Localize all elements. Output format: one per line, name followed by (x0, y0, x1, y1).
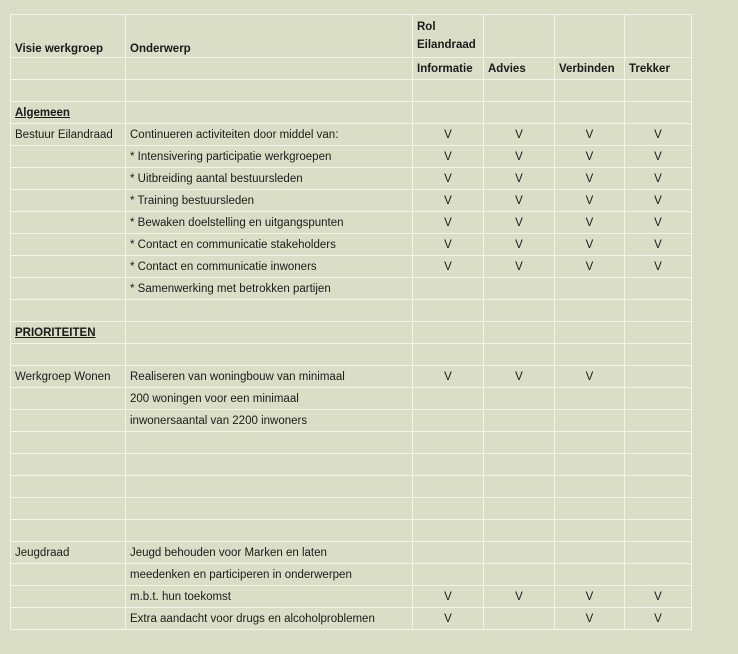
trekker-cell (625, 278, 692, 300)
topic-cell: Jeugd behouden voor Marken en laten (126, 542, 413, 564)
header-rol-line1: Rol (417, 21, 436, 33)
trekker-cell: V (625, 212, 692, 234)
header-informatie: Informatie (413, 58, 484, 80)
advies-cell (484, 410, 555, 432)
informatie-cell (413, 564, 484, 586)
verbinden-cell: V (555, 586, 625, 608)
trekker-cell: V (625, 256, 692, 278)
trekker-cell (625, 542, 692, 564)
group-cell (11, 278, 126, 300)
verbinden-cell: V (555, 366, 625, 388)
table-row (11, 542, 692, 564)
trekker-cell: V (625, 586, 692, 608)
header-row-1 (11, 15, 692, 58)
informatie-cell: V (413, 234, 484, 256)
empty-row (11, 454, 692, 476)
informatie-cell: V (413, 608, 484, 630)
verbinden-cell: V (555, 190, 625, 212)
table-row (11, 608, 692, 630)
group-cell: Bestuur Eilandraad (11, 124, 126, 146)
header-trekker: Trekker (625, 58, 692, 80)
group-cell (11, 168, 126, 190)
group-cell: Werkgroep Wonen (11, 366, 126, 388)
verbinden-cell (555, 388, 625, 410)
group-cell (11, 564, 126, 586)
topic-cell: * Intensivering participatie werkgroepen (126, 146, 413, 168)
trekker-cell (625, 366, 692, 388)
group-cell (11, 212, 126, 234)
informatie-cell (413, 278, 484, 300)
group-cell: Jeugdraad (11, 542, 126, 564)
group-cell (11, 146, 126, 168)
group-cell (11, 586, 126, 608)
header-row-2 (11, 58, 692, 80)
verbinden-cell: V (555, 256, 625, 278)
topic-cell: meedenken en participeren in onderwerpen (126, 564, 413, 586)
topic-cell: m.b.t. hun toekomst (126, 586, 413, 608)
informatie-cell (413, 388, 484, 410)
table-row (11, 124, 692, 146)
trekker-cell: V (625, 146, 692, 168)
role-table (10, 14, 692, 630)
topic-cell: * Contact en communicatie stakeholders (126, 234, 413, 256)
trekker-cell: V (625, 168, 692, 190)
trekker-cell: V (625, 124, 692, 146)
topic-cell: * Samenwerking met betrokken partijen (126, 278, 413, 300)
topic-cell: * Training bestuursleden (126, 190, 413, 212)
advies-cell (484, 564, 555, 586)
table-row (11, 168, 692, 190)
table-row (11, 410, 692, 432)
advies-cell: V (484, 256, 555, 278)
verbinden-cell (555, 542, 625, 564)
advies-cell: V (484, 366, 555, 388)
trekker-cell (625, 388, 692, 410)
empty-row (11, 344, 692, 366)
topic-cell: inwonersaantal van 2200 inwoners (126, 410, 413, 432)
section-row-algemeen (11, 102, 692, 124)
informatie-cell (413, 542, 484, 564)
empty-row (11, 498, 692, 520)
table-row (11, 586, 692, 608)
verbinden-cell: V (555, 168, 625, 190)
verbinden-cell: V (555, 608, 625, 630)
group-cell (11, 388, 126, 410)
informatie-cell (413, 410, 484, 432)
informatie-cell: V (413, 212, 484, 234)
group-cell (11, 234, 126, 256)
wonen-rows (11, 366, 692, 432)
verbinden-cell: V (555, 212, 625, 234)
header-rol-line2: Eilandraad (417, 39, 476, 51)
section-row-prioriteiten (11, 322, 692, 344)
advies-cell (484, 388, 555, 410)
advies-cell: V (484, 586, 555, 608)
section-prioriteiten: PRIORITEITEN (11, 322, 126, 344)
group-cell (11, 256, 126, 278)
table-row (11, 366, 692, 388)
trekker-cell: V (625, 234, 692, 256)
topic-cell: * Uitbreiding aantal bestuursleden (126, 168, 413, 190)
advies-cell (484, 542, 555, 564)
header-verbinden: Verbinden (555, 58, 625, 80)
informatie-cell: V (413, 146, 484, 168)
informatie-cell: V (413, 168, 484, 190)
table-row (11, 388, 692, 410)
advies-cell: V (484, 124, 555, 146)
verbinden-cell: V (555, 146, 625, 168)
trekker-cell: V (625, 608, 692, 630)
header-onderwerp: Onderwerp (126, 15, 413, 58)
verbinden-cell: V (555, 234, 625, 256)
topic-cell: 200 woningen voor een minimaal (126, 388, 413, 410)
verbinden-cell (555, 410, 625, 432)
verbinden-cell (555, 564, 625, 586)
algemeen-rows (11, 124, 692, 300)
advies-cell: V (484, 146, 555, 168)
informatie-cell: V (413, 586, 484, 608)
topic-cell: Realiseren van woningbouw van minimaal (126, 366, 413, 388)
table-row (11, 146, 692, 168)
table-row (11, 278, 692, 300)
advies-cell (484, 608, 555, 630)
advies-cell: V (484, 190, 555, 212)
empty-row (11, 476, 692, 498)
empty-row (11, 432, 692, 454)
section-algemeen: Algemeen (11, 102, 126, 124)
jeugd-rows (11, 542, 692, 630)
group-cell (11, 410, 126, 432)
informatie-cell: V (413, 366, 484, 388)
empty-row (11, 520, 692, 542)
informatie-cell: V (413, 124, 484, 146)
table-row (11, 190, 692, 212)
advies-cell: V (484, 234, 555, 256)
advies-cell: V (484, 212, 555, 234)
topic-cell: Extra aandacht voor drugs en alcoholproblemen (126, 608, 413, 630)
group-cell (11, 608, 126, 630)
empty-row (11, 300, 692, 322)
advies-cell: V (484, 168, 555, 190)
verbinden-cell: V (555, 124, 625, 146)
table-row (11, 212, 692, 234)
group-cell (11, 190, 126, 212)
header-visie-werkgroep: Visie werkgroep (11, 15, 126, 58)
advies-cell (484, 278, 555, 300)
table-row (11, 564, 692, 586)
informatie-cell: V (413, 190, 484, 212)
topic-cell: Continueren activiteiten door middel van: (126, 124, 413, 146)
header-rol-eilandraad (413, 15, 484, 58)
empty-row (11, 80, 692, 102)
trekker-cell (625, 410, 692, 432)
trekker-cell: V (625, 190, 692, 212)
trekker-cell (625, 564, 692, 586)
topic-cell: * Contact en communicatie inwoners (126, 256, 413, 278)
topic-cell: * Bewaken doelstelling en uitgangspunten (126, 212, 413, 234)
verbinden-cell (555, 278, 625, 300)
table-row (11, 256, 692, 278)
table-row (11, 234, 692, 256)
header-advies: Advies (484, 58, 555, 80)
informatie-cell: V (413, 256, 484, 278)
